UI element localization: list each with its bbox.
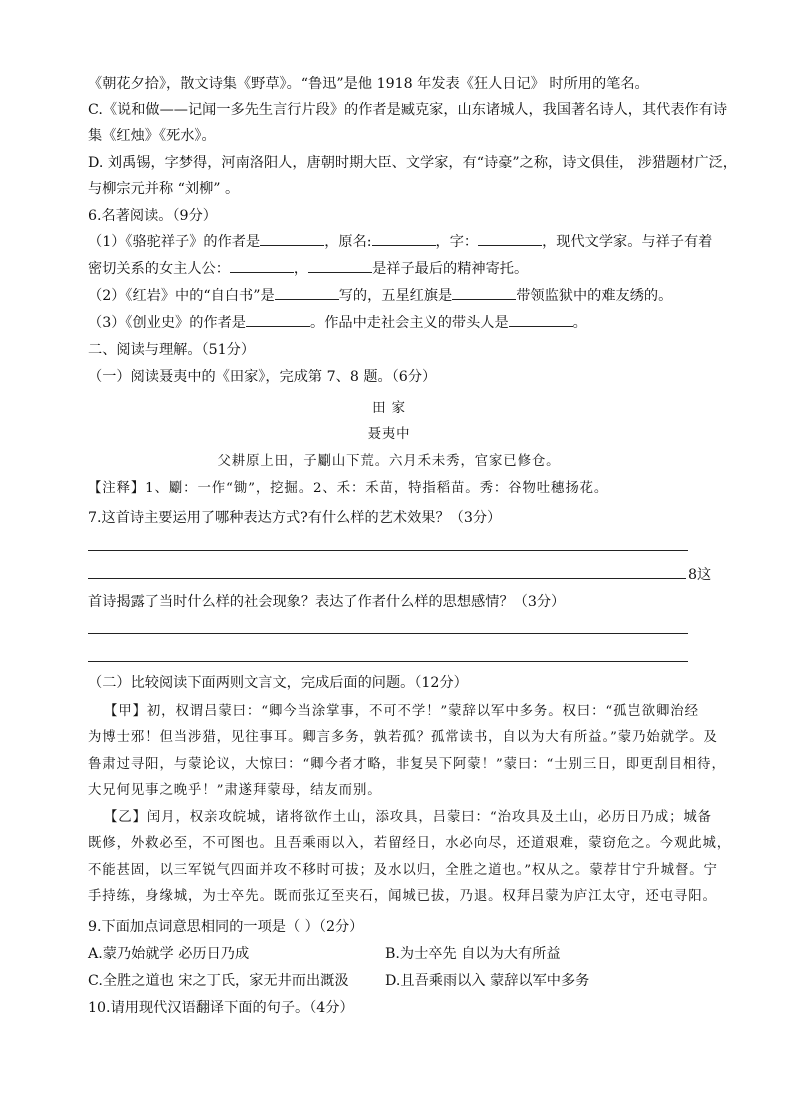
answer-blank[interactable] xyxy=(246,312,310,327)
q6-p3-text-b: 。作品中走社会主义的带头人是 xyxy=(310,315,509,331)
answer-line[interactable] xyxy=(88,633,688,634)
poem-author: 聂夷中 xyxy=(367,427,411,442)
answer-blank[interactable] xyxy=(452,285,516,300)
q6-title: 6.名著阅读。（9分） xyxy=(88,208,217,224)
q6-part1-line2 xyxy=(88,258,690,280)
passage-jia-line: 为博士邪！但当涉猎，见往事耳。卿言多务，孰若孤？孤常读书，自以为大有所益。”蒙乃始就学。及 xyxy=(88,730,718,745)
q9-option-a[interactable]: A.蒙乃始就学 必历日乃成 xyxy=(88,946,250,962)
q6-p1-text-f: ， xyxy=(293,261,309,277)
passage-jia-line: 【甲】初，权谓吕蒙曰：“卿今当涂掌事，不可不学！”蒙辞以军中多务。权曰：“孤岂欲卿治经 xyxy=(104,704,699,719)
q6-p3-text-a: （3）《创业史》的作者是 xyxy=(88,315,246,331)
passage-yi-line: 手持练，身缘城，为士卒先。既而张辽至夹石，闻城已拔，乃退。权拜吕蒙为庐江太守，还屯寻阳。 xyxy=(88,889,717,904)
q6-p2-text-b: 写的，五星红旗是 xyxy=(338,288,453,304)
answer-line[interactable] xyxy=(88,661,688,662)
poem-notes: 【注释】1、劚：一作“锄”，挖掘。2、禾：禾苗，特指稻苗。秀：谷物吐穗扬花。 xyxy=(88,481,609,496)
q5-option-c-line2: 集《红烛》《死水》。 xyxy=(88,128,216,144)
q6-p3-text-c: 。 xyxy=(572,315,587,331)
answer-blank[interactable] xyxy=(372,231,436,246)
q6-p1-text-e: 密切关系的女主人公： xyxy=(88,261,230,277)
answer-blank[interactable] xyxy=(478,231,542,246)
q5-option-d-line2: 与柳宗元并称 “刘柳” 。 xyxy=(88,181,240,197)
q6-p1-text-b: ，原名: xyxy=(324,234,372,250)
q10-prompt: 10.请用现代汉语翻译下面的句子。（4分） xyxy=(88,1000,354,1016)
q5-line: 《朝花夕拾》，散文诗集《野草》。“鲁迅”是他 1918 年发表《狂人日记》 时所用的笔名。 xyxy=(88,76,649,92)
q6-p1-text-c: ，字： xyxy=(435,234,479,250)
poem-title: 田 家 xyxy=(372,401,406,416)
q8-number: 8这 xyxy=(688,567,712,583)
answer-blank[interactable] xyxy=(230,258,294,273)
q5-option-d-line1: D. 刘禹锡，字梦得，河南洛阳人，唐朝时期大臣、文学家，有“诗豪”之称，诗文俱佳， 涉猎题材广泛， xyxy=(88,155,737,171)
poem-body: 父耕原上田，子劚山下荒。六月禾未秀，官家已修仓。 xyxy=(217,454,561,469)
answer-line[interactable] xyxy=(88,578,686,579)
passage-yi-line: 既修，外救必至，不可图也。且吾乘雨以入，若留经日，水必向尽，还道艰难，蒙窃危之。今观此城， xyxy=(88,836,732,851)
answer-blank[interactable] xyxy=(509,312,573,327)
passage-jia-line: 鲁肃过寻阳，与蒙论议，大惊曰：“卿今者才略，非复吴下阿蒙！”蒙曰：“士别三日，即更刮目相待， xyxy=(88,757,726,772)
q7-prompt: 7.这首诗主要运用了哪种表达方式?有什么样的艺术效果？（3分） xyxy=(88,510,502,526)
answer-blank[interactable] xyxy=(260,231,324,246)
passage-jia-line: 大兄何见事之晚乎！”肃遂拜蒙母，结友而别。 xyxy=(88,783,382,798)
passage-yi-line: 不能甚固，以三军锐气四面并攻不移时可拔；及水以归，全胜之道也。”权从之。蒙荐甘宁升城督。宁 xyxy=(88,863,718,878)
q6-part1-line1 xyxy=(88,231,713,253)
q6-p2-text-c: 带领监狱中的难友绣的。 xyxy=(516,288,673,304)
q6-p1-text-g: 是祥子最后的精神寄托。 xyxy=(372,261,529,277)
q9-option-c[interactable]: C.全胜之道也 宋之丁氏，家无井而出溉汲 xyxy=(88,973,349,989)
q5-option-c-line1: C.《说和做——记闻一多先生言行片段》的作者是臧克家，山东诸城人，我国著名诗人，其代表作有诗 xyxy=(88,102,728,118)
q9-option-b[interactable]: B.为士卒先 自以为大有所益 xyxy=(385,946,561,962)
q6-part3 xyxy=(88,312,690,334)
q9-prompt: 9.下面加点词意思相同的一项是（ ）（2分） xyxy=(88,919,364,935)
answer-blank[interactable] xyxy=(308,258,372,273)
passage-yi-line: 【乙】闰月，权亲攻皖城，诸将欲作土山，添攻具，吕蒙曰：“治攻具及土山，必历日乃成；城备 xyxy=(104,810,712,825)
answer-blank[interactable] xyxy=(275,285,339,300)
part1-title: （一）阅读聂夷中的《田家》，完成第 7、8 题。（6分） xyxy=(88,369,437,385)
q8-prompt: 首诗揭露了当时什么样的社会现象？表达了作者什么样的思想感情？（3分） xyxy=(88,594,566,610)
answer-line[interactable] xyxy=(88,550,688,551)
section2-title: 二、阅读与理解。（51分） xyxy=(88,342,256,358)
q6-p1-text-a: （1）《骆驼祥子》的作者是 xyxy=(88,234,261,250)
q6-p1-text-d: ，现代文学家。与祥子有着 xyxy=(542,234,713,250)
q9-option-d[interactable]: D.且吾乘雨以入 蒙辞以军中多务 xyxy=(385,973,590,989)
part2-title: （二）比较阅读下面两则文言文，完成后面的问题。（12分） xyxy=(88,675,468,691)
q6-part2 xyxy=(88,285,690,307)
q6-p2-text-a: （2）《红岩》中的“自白书”是 xyxy=(88,288,275,304)
